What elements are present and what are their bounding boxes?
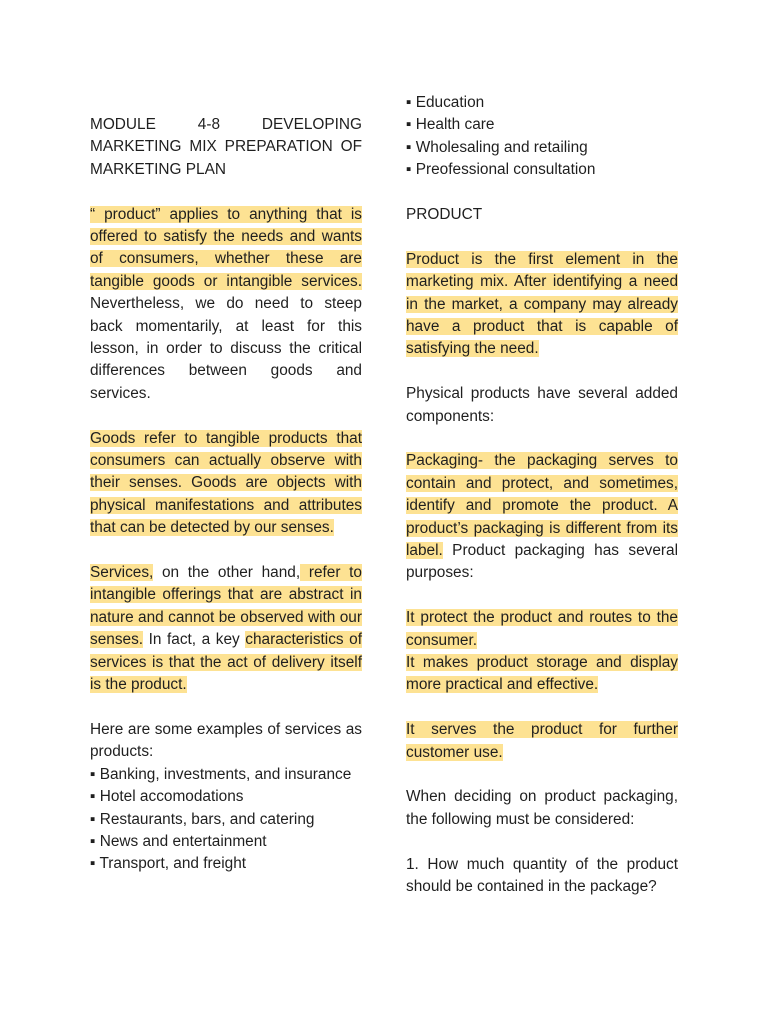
physical-products-paragraph: Physical products have several added components:	[406, 385, 678, 425]
consideration-item-1: 1. How much quantity of the product should be contained in the package?	[406, 855, 678, 896]
module-title: MODULE 4-8 DEVELOPING MARKETING MIX PREPARATION OF MARKETING PLAN	[90, 116, 362, 178]
highlight: Goods refer to tangible products that consumers can actually observe with their senses. Goods are objects with physical manifestations and attributes that can be detected by our senses.	[90, 429, 362, 537]
list-item: ▪ Restaurants, bars, and catering	[90, 810, 315, 828]
goods-paragraph	[90, 428, 362, 540]
list-item: ▪ Banking, investments, and insurance	[90, 765, 352, 783]
highlight: It serves the product for further customer use.	[406, 721, 678, 761]
packaging-paragraph	[406, 450, 678, 584]
list-item: ▪ News and entertainment	[90, 832, 267, 850]
examples-intro: Here are some examples of services as products:	[90, 720, 362, 761]
list-item: ▪ Transport, and freight	[90, 855, 247, 873]
highlight: Product is the first element in the marketing mix. After identifying a need in the market, a company may already have a product that is capable of satisfying the need.	[406, 250, 678, 358]
text-run: Nevertheless, we do need to steep back momentarily, at least for this lesson, in order to discuss the critical differences between goods and services.	[90, 295, 362, 402]
highlight: refer to intangible offerings that are abstract in nature and cannot be observed with our senses.	[90, 564, 362, 649]
services-paragraph	[90, 562, 362, 696]
text-run: Product packaging has several purposes:	[406, 542, 678, 582]
list-item: ▪ Health care	[406, 116, 495, 134]
list-item: ▪ Hotel accomodations	[90, 788, 244, 806]
text-run: on the other hand,	[153, 564, 301, 582]
section-heading: PRODUCT	[406, 206, 483, 224]
right-column	[406, 92, 678, 899]
list-item: ▪ Wholesaling and retailing	[406, 138, 588, 156]
purpose-storage	[406, 652, 678, 697]
highlight: Services,	[90, 564, 154, 582]
purpose-protect	[406, 607, 678, 652]
product-element-paragraph	[406, 249, 678, 361]
list-item: ▪ Education	[406, 94, 485, 111]
text-run: In fact, a key	[143, 631, 246, 649]
product-definition-paragraph	[90, 204, 362, 406]
services-examples-list-continued	[406, 92, 678, 182]
highlight: Packaging- the packaging serves to contain and protect, and sometimes, identify and promote the product. A product’s packaging is different from its label.	[406, 452, 678, 560]
left-column	[90, 114, 362, 876]
highlight: “ product” applies to anything that is offered to satisfy the needs and wants of consumers, whether these are tangible goods or intangible services.	[90, 205, 362, 290]
highlight: It protect the product and routes to the consumer.	[406, 609, 678, 649]
purpose-reuse	[406, 719, 678, 764]
highlight: characteristics of services is that the act of delivery itself is the product.	[90, 631, 362, 694]
packaging-considerations-intro: When deciding on product packaging, the following must be considered:	[406, 788, 678, 828]
services-examples-list	[90, 764, 362, 876]
list-item: ▪ Preofessional consultation	[406, 161, 596, 179]
highlight: It makes product storage and display more practical and effective.	[406, 654, 678, 694]
